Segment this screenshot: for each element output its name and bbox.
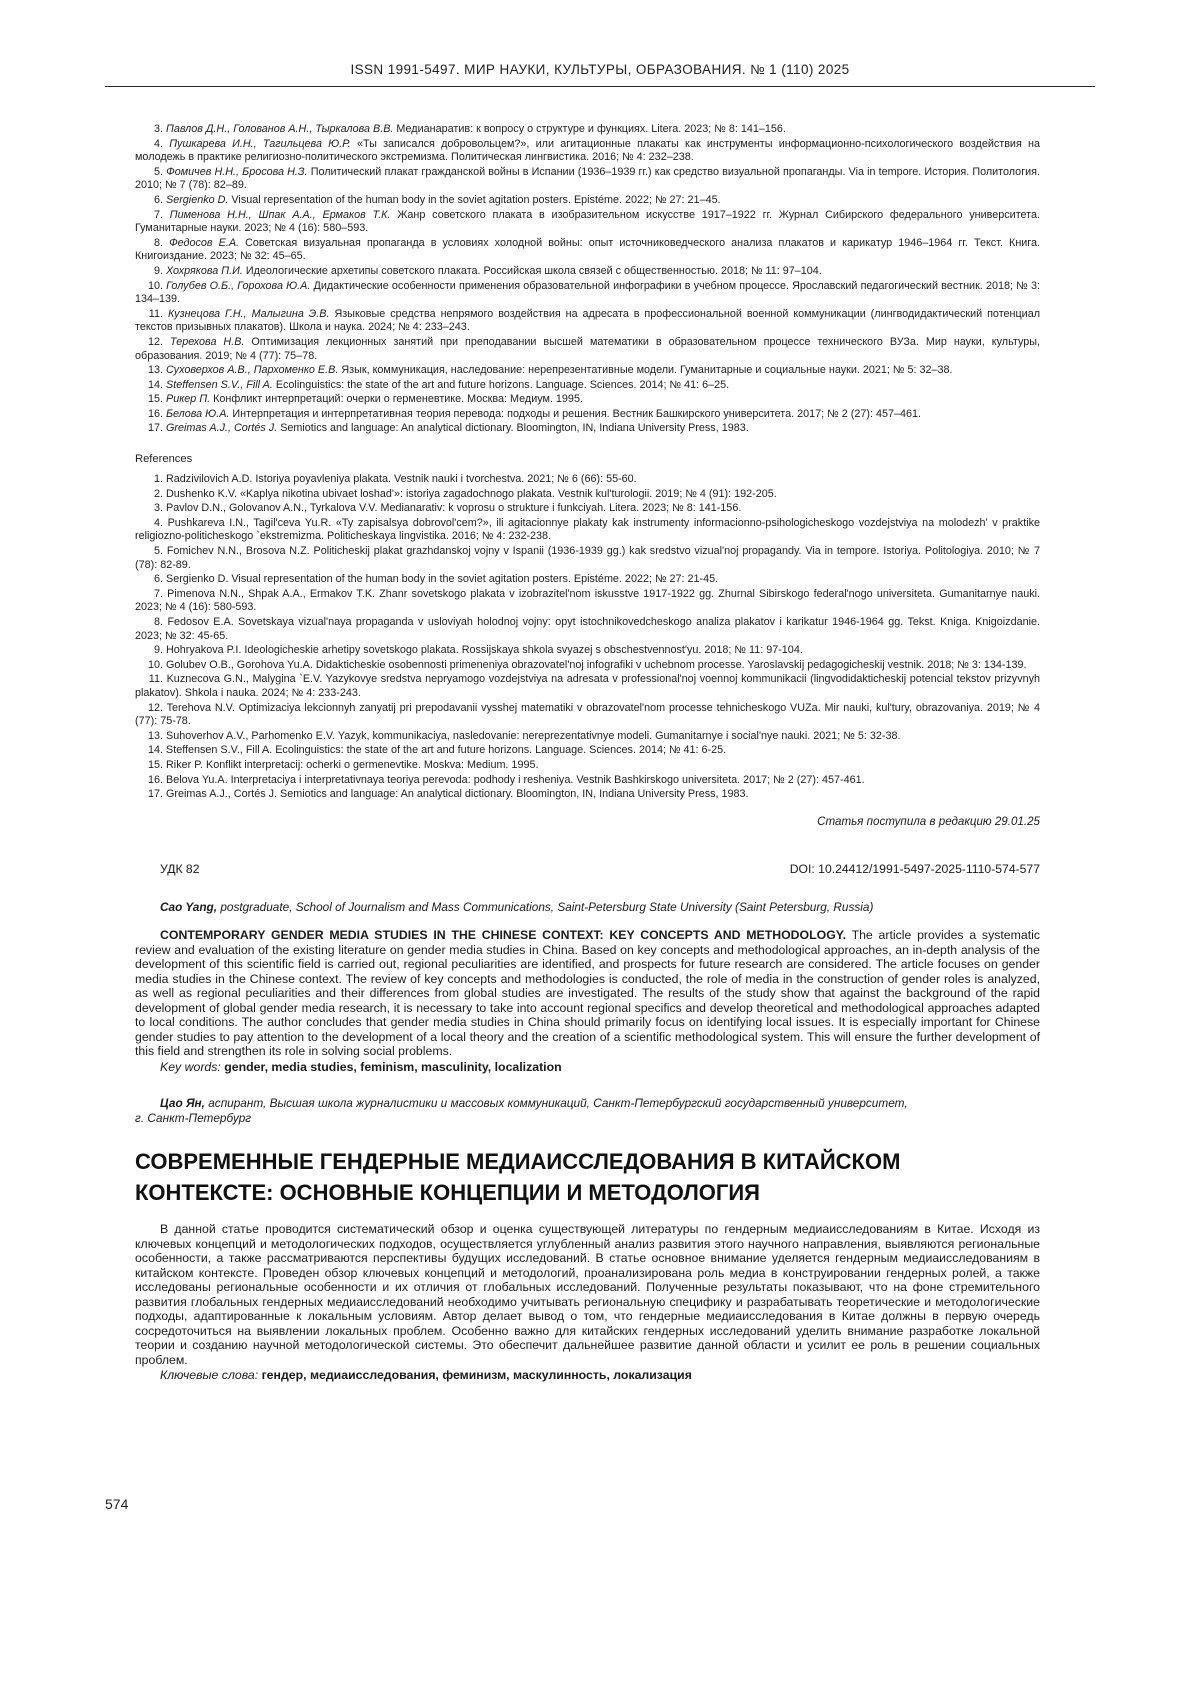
reference-item bbox=[135, 308, 1040, 335]
reference-item bbox=[135, 573, 1040, 587]
reference-authors: Пименова Н.Н., Шпак А.А., Ермаков Т.К. bbox=[169, 208, 391, 221]
reference-text: Политический плакат гражданской войны в Испании (1936–1939 гг.) как средство визуальной пропаганды. Via in tempore. История. Политология. 2010; № 7 (78): 82–89. bbox=[135, 165, 1041, 192]
reference-item bbox=[135, 702, 1040, 729]
bibliography-russian bbox=[135, 123, 1040, 436]
keywords-ru bbox=[135, 1368, 1040, 1383]
reference-number: 5. bbox=[153, 545, 163, 558]
reference-item bbox=[135, 123, 1040, 137]
author-block-ru bbox=[135, 1096, 1040, 1126]
author-line-en bbox=[135, 900, 1040, 915]
reference-text: «Ты записался добровольцем?», или агитационные плакаты как инструменты информационно-психологического воздействия на молодежь в практике религиозно-политического экстремизма. Политическая лингвистика. 2016; № 4: 232–238. bbox=[135, 137, 1041, 164]
author-name-en: Cao Yang, bbox=[160, 899, 218, 914]
reference-text: Suhoverhov A.V., Parhomenko E.V. Yazyk, kommunikaciya, nasledovanie: nereprezentativnye modeli. Gumanitarnye i social'nye nauki. 2021; № 5: 32-38. bbox=[166, 729, 901, 742]
reference-item bbox=[135, 393, 1040, 407]
reference-text: Языковые средства непрямого воздействия на адресата в профессиональной военной коммуникации (лингводидактический потенциал текстов призывных плакатов). Школа и наука. 2024; № 4: 233–243. bbox=[135, 307, 1041, 334]
author-name-ru: Цао Ян, bbox=[160, 1096, 205, 1111]
reference-item bbox=[135, 730, 1040, 744]
reference-number: 5. bbox=[153, 165, 163, 178]
author-city-ru: г. Санкт-Петербург bbox=[135, 1111, 252, 1126]
reference-text: Radzivilovich A.D. Istoriya poyavleniya plakata. Vestnik nauki i tvorchestva. 2021; № 6 (66): 55-60. bbox=[166, 473, 637, 486]
reference-number: 10. bbox=[147, 279, 163, 292]
reference-text: Belova Yu.A. Interpretaciya i interpretativnaya teoriya perevoda: podhody i resheniya. Vestnik Bashkirskogo universiteta. 2017; № 2 (27): 457-461. bbox=[166, 773, 865, 786]
reference-text: Pushkareva I.N., Tagil'ceva Yu.R. «Ty zapisalsya dobrovol'cem?», ili agitacionnye plakaty kak instrumenty informacionno-psihologicheskogo vozdejstviya na molodezh' v praktike religiozno-politicheskogo `ekstremizma. Politicheskaya lingvistika. 2016; № 4: 232-238. bbox=[135, 516, 1040, 543]
keywords-label-en: Key words: bbox=[160, 1059, 221, 1074]
reference-item bbox=[135, 659, 1040, 673]
reference-text: Pimenova N.N., Shpak A.A., Ermakov T.K. Zhanr sovetskogo plakata v izobrazitel'nom iskusstve 1917-1922 gg. Zhurnal Sibirskogo federal'nogo universiteta. Gumanitarnye nauki. 2023; № 4 (16): 580-593. bbox=[135, 587, 1041, 614]
reference-item bbox=[135, 364, 1040, 378]
reference-item bbox=[135, 588, 1040, 615]
reference-item bbox=[135, 473, 1040, 487]
reference-text: Hohryakova P.I. Ideologicheskie arhetipy sovetskogo plakata. Rossijskaya shkola svyazej s obschestvennost'yu. 2018; № 11: 97-104. bbox=[166, 644, 803, 657]
reference-number: 4. bbox=[153, 516, 163, 529]
reference-text: Semiotics and language: An analytical dictionary. Bloomington, IN, Indiana University Press, 1983. bbox=[280, 422, 749, 435]
reference-number: 3. bbox=[153, 502, 163, 515]
reference-number: 8. bbox=[153, 236, 163, 249]
reference-number: 9. bbox=[153, 264, 163, 277]
reference-text: Язык, коммуникация, наследование: нерепрезентативные модели. Гуманитарные и социальные науки. 2021; № 5: 32–38. bbox=[341, 364, 953, 377]
reference-number: 8. bbox=[153, 616, 163, 628]
reference-authors: Белова Ю.А. bbox=[166, 407, 230, 420]
reference-item bbox=[135, 502, 1040, 516]
reference-text: Медианаратив: к вопросу о структуре и функциях. Litera. 2023; № 8: 141–156. bbox=[396, 123, 786, 135]
reference-number: 16. bbox=[147, 407, 163, 420]
reference-item bbox=[135, 517, 1040, 544]
reference-authors: Терехова Н.В. bbox=[169, 335, 245, 348]
reference-text: Идеологические архетипы советского плаката. Российская школа связей с общественностью. 2018; № 11: 97–104. bbox=[245, 264, 822, 277]
reference-text: Fedosov E.A. Sovetskaya vizual'naya propaganda v usloviyah holodnoj vojny: opyt istochnikovedcheskogo analiza plakatov i karikatur 1946-1964 gg. Tekst. Kniga. Knigoizdanie. 2023; № 32: 45-65. bbox=[135, 616, 1040, 642]
reference-number: 7. bbox=[153, 208, 163, 221]
reference-item bbox=[135, 788, 1040, 802]
reference-number: 10. bbox=[147, 658, 163, 671]
reference-item bbox=[135, 237, 1040, 264]
reference-number: 9. bbox=[153, 644, 163, 657]
journal-header: ISSN 1991-5497. МИР НАУКИ, КУЛЬТУРЫ, ОБРАЗОВАНИЯ. № 1 (110) 2025 bbox=[105, 0, 1095, 87]
reference-number: 15. bbox=[147, 758, 163, 771]
abstract-en-text: The article provides a systematic review and evaluation of the existing literature on gender media studies in China. Based on key concepts and methodological approaches, an in-depth analysis of the development of this scientific field is carried out, regional peculiarities are identified, and prospects for future research are considered. The article focuses on gender media studies in the Chinese context. The review of key concepts and methodologies is conducted, the role of media in the construction of gender roles is analyzed, as well as regional peculiarities and their differences from global studies are investigated. The results of the study show that against the background of the rapid development of global gender media research, it is necessary to take into account regional specifics and develop theoretical and methodological approaches adapted to local conditions. The author concludes that gender media studies in China should primarily focus on identifying local issues. It is especially important for Chinese gender studies to pay attention to the development of a local theory and the creation of a scientific methodological system. This will ensure the further development of this field and strengthen its role in solving social problems. bbox=[135, 928, 1040, 1059]
reference-number: 17. bbox=[147, 788, 163, 801]
received-note: Статья поступила в редакцию 29.01.25 bbox=[817, 814, 1040, 828]
udc-code: УДК 82 bbox=[160, 861, 200, 876]
reference-authors: Кузнецова Г.Н., Малыгина Э.В. bbox=[167, 307, 330, 320]
keywords-label-ru: Ключевые слова: bbox=[160, 1368, 259, 1383]
abstract-en bbox=[135, 928, 1040, 1059]
article-title-ru: СОВРЕМЕННЫЕ ГЕНДЕРНЫЕ МЕДИАИССЛЕДОВАНИЯ В КИТАЙСКОМ КОНТЕКСТЕ: ОСНОВНЫЕ КОНЦЕПЦИИ И МЕТОДОЛОГИЯ bbox=[135, 1149, 901, 1206]
reference-text: Ecolinguistics: the state of the art and future horizons. Language. Sciences. 2014; № 41: 6–25. bbox=[275, 378, 730, 391]
author-affiliation-en: postgraduate, School of Journalism and Mass Communications, Saint-Petersburg State University (Saint Petersburg, Russia) bbox=[220, 899, 874, 914]
reference-text: Fomichev N.N., Brosova N.Z. Politicheskij plakat grazhdanskoj vojny v Ispanii (1936-1939 gg.) kak sredstvo vizual'noj propagandy. Via in tempore. Istoriya. Politologiya. 2010; № 7 (78): 82-89. bbox=[135, 545, 1040, 571]
reference-number: 13. bbox=[147, 364, 163, 377]
keywords-list-ru: гендер, медиаисследования, феминизм, маскулинность, локализация bbox=[261, 1368, 692, 1383]
reference-text: Riker P. Konflikt interpretacij: ocherki o germenevtike. Moskva: Medium. 1995. bbox=[166, 758, 539, 771]
article-title-en: CONTEMPORARY GENDER MEDIA STUDIES IN THE CHINESE CONTEXT: KEY CONCEPTS AND METHODOLOGY. bbox=[160, 928, 847, 943]
reference-authors: Sergienko D. bbox=[166, 193, 229, 206]
udc-doi-row bbox=[135, 862, 1040, 876]
author-line-ru bbox=[135, 1096, 1040, 1111]
reference-number: 11. bbox=[148, 307, 163, 320]
reference-number: 15. bbox=[147, 393, 163, 406]
author-affiliation-ru: аспирант, Высшая школа журналистики и массовых коммуникаций, Санкт-Петербургский государственный университет, bbox=[208, 1096, 908, 1111]
reference-item bbox=[135, 194, 1040, 208]
reference-text: Жанр советского плаката в изобразительном искусстве 1917–1922 гг. Журнал Сибирского федерального университета. Гуманитарные науки. 2023; № 4 (16): 580–593. bbox=[135, 208, 1040, 235]
reference-authors: Steffensen S.V., Fill A. bbox=[166, 378, 273, 391]
reference-text: Pavlov D.N., Golovanov A.N., Tyrkalova V.V. Medianarativ: k voprosu o strukture i funkciyah. Litera. 2023; № 8: 141-156. bbox=[166, 502, 742, 515]
reference-number: 6. bbox=[153, 193, 163, 206]
reference-text: Советская визуальная пропаганда в условиях холодной войны: опыт источниковедческого анализа плакатов и карикатур 1946–1964 гг. Текст. Книга. Книгоиздание. 2023; № 32: 45–65. bbox=[135, 236, 1041, 263]
reference-item bbox=[135, 744, 1040, 758]
reference-number: 13. bbox=[147, 729, 163, 742]
reference-text: Dushenko K.V. «Kaplya nikotina ubivaet loshad'»: istoriya zagadochnogo plakata. Vestnik kul'turologii. 2019; № 4 (91): 192-205. bbox=[166, 487, 777, 500]
reference-number: 12. bbox=[147, 701, 163, 714]
reference-number: 7. bbox=[153, 587, 163, 600]
reference-number: 2. bbox=[153, 487, 163, 500]
reference-item bbox=[135, 759, 1040, 773]
reference-text: Terehova N.V. Optimizaciya lekcionnyh zanyatij pri prepodavanii vysshej matematiki v obrazovatel'nom processe tehnicheskogo VUZa. Mir nauki, kul'tury, obrazovaniya. 2019; № 4 (77): 75-78. bbox=[135, 701, 1040, 728]
keywords-en bbox=[135, 1060, 1040, 1075]
reference-text: Конфликт интерпретаций: очерки о герменевтике. Москва: Медиум. 1995. bbox=[213, 393, 583, 406]
abstract-ru bbox=[135, 1222, 1040, 1367]
reference-number: 17. bbox=[147, 422, 163, 435]
reference-authors: Хохрякова П.И. bbox=[166, 264, 243, 277]
reference-item bbox=[135, 644, 1040, 658]
reference-text: Дидактические особенности применения образовательной инфографики в учебном процессе. Ярославский педагогический вестник. 2018; № 3: 134–139. bbox=[135, 279, 1041, 306]
reference-authors: Голубев О.Б., Горохова Ю.А. bbox=[166, 279, 311, 292]
doi: DOI: 10.24412/1991-5497-2025-1110-574-577 bbox=[789, 861, 1040, 876]
reference-item bbox=[135, 379, 1040, 393]
reference-text: Sergienko D. Visual representation of the human body in the soviet agitation posters. Epistéme. 2022; № 27: 21-45. bbox=[166, 573, 719, 586]
reference-number: 14. bbox=[147, 378, 163, 391]
reference-item bbox=[135, 545, 1040, 572]
reference-item bbox=[135, 138, 1040, 165]
reference-text: Интерпретация и интерпретативная теория перевода: подходы и решения. Вестник Башкирского университета. 2017; № 2 (27): 457–461. bbox=[232, 407, 921, 420]
reference-item bbox=[135, 336, 1040, 363]
reference-authors: Пушкарева И.Н., Тагильцева Ю.Р. bbox=[169, 137, 351, 150]
references-heading: References bbox=[135, 453, 193, 466]
reference-number: 11. bbox=[148, 673, 163, 686]
reference-item bbox=[135, 422, 1040, 436]
reference-number: 12. bbox=[147, 335, 163, 348]
reference-item bbox=[135, 166, 1040, 193]
reference-number: 1. bbox=[153, 473, 163, 486]
reference-authors: Рикер П. bbox=[166, 393, 211, 406]
reference-text: Golubev O.B., Gorohova Yu.A. Didakticheskie osobennosti primeneniya obrazovatel'noj infografiki v uchebnom processe. Yaroslavskij pedagogicheskij vestnik. 2018; № 3: 134-139. bbox=[166, 658, 1027, 671]
reference-item bbox=[135, 616, 1040, 643]
page-content bbox=[135, 87, 1040, 1383]
reference-text: Greimas A.J., Cortés J. Semiotics and language: An analytical dictionary. Bloomington, IN, Indiana University Press, 1983. bbox=[166, 788, 749, 801]
reference-text: Kuznecova G.N., Malygina `E.V. Yazykovye sredstva nepryamogo vozdejstviya na adresata v professional'noj voennoj kommunikacii (lingvodidakticheskij potencial tekstov prizyvnyh plakatov). Shkola i nauka. 2024; № 4: 233-243. bbox=[135, 673, 1040, 699]
reference-authors: Федосов Е.А. bbox=[169, 236, 240, 249]
reference-authors: Greimas A.J., Cortés J. bbox=[166, 422, 278, 435]
reference-item bbox=[135, 408, 1040, 422]
reference-item bbox=[135, 774, 1040, 788]
references-transliterated bbox=[135, 473, 1040, 802]
reference-item bbox=[135, 280, 1040, 307]
reference-item bbox=[135, 488, 1040, 502]
reference-number: 16. bbox=[147, 773, 163, 786]
page-number: 574 bbox=[105, 1496, 129, 1512]
abstract-ru-text: В данной статье проводится систематический обзор и оценка существующей литературы по гендерным медиаисследованиям в Китае. Исходя из ключевых концепций и методологических подходов, осуществляется углубленный анализ развития этого научного направления, выявляются региональные особенности, а также рассматриваются перспективы будущих исследований. В статье основное внимание уделяется гендерным медиаисследованиям в китайском контексте. Проведен обзор ключевых концепций и методологий, проанализирована роль медиа в конструировании гендерных ролей, а также исследованы региональные особенности и их отличия от глобальных исследований. Полученные результаты показывают, что на фоне стремительного развития глобальных гендерных медиаисследований необходимо учитывать региональную специфику и разрабатывать теоретические и методологические подходы, адаптированные к локальным условиям. Автор делает вывод о том, что гендерные медиаисследования в Китае должны в первую очередь сосредоточиться на выявлении локальных проблем. Особенно важно для китайских гендерных исследований уделить внимание разработке локальной теории и созданию научной методологической системы. Это обеспечит дальнейшее развитие данной области и усилит ее роль в решении социальных проблем. bbox=[135, 1222, 1040, 1367]
reference-text: Visual representation of the human body in the soviet agitation posters. Epistéme. 2022; № 27: 21–45. bbox=[231, 193, 721, 206]
reference-number: 14. bbox=[147, 744, 163, 757]
keywords-list-en: gender, media studies, feminism, masculinity, localization bbox=[224, 1059, 562, 1074]
reference-number: 4. bbox=[153, 137, 163, 150]
reference-item bbox=[135, 673, 1040, 700]
reference-number: 3. bbox=[153, 123, 163, 135]
reference-text: Steffensen S.V., Fill A. Ecolinguistics: the state of the art and future horizons. Language. Sciences. 2014; № 41: 6-25. bbox=[166, 744, 727, 757]
reference-authors: Фомичев Н.Н., Бросова Н.З. bbox=[166, 165, 308, 178]
reference-number: 6. bbox=[153, 573, 163, 586]
reference-text: Оптимизация лекционных занятий при преподавании высшей математики в образовательном процессе технического ВУЗа. Мир науки, культуры, образования. 2019; № 4 (77): 75–78. bbox=[135, 335, 1041, 362]
reference-item bbox=[135, 209, 1040, 236]
reference-authors: Павлов Д.Н., Голованов А.Н., Тыркалова В.В. bbox=[166, 123, 394, 135]
reference-authors: Суховерхов А.В., Пархоменко Е.В. bbox=[166, 364, 339, 377]
reference-item bbox=[135, 265, 1040, 279]
